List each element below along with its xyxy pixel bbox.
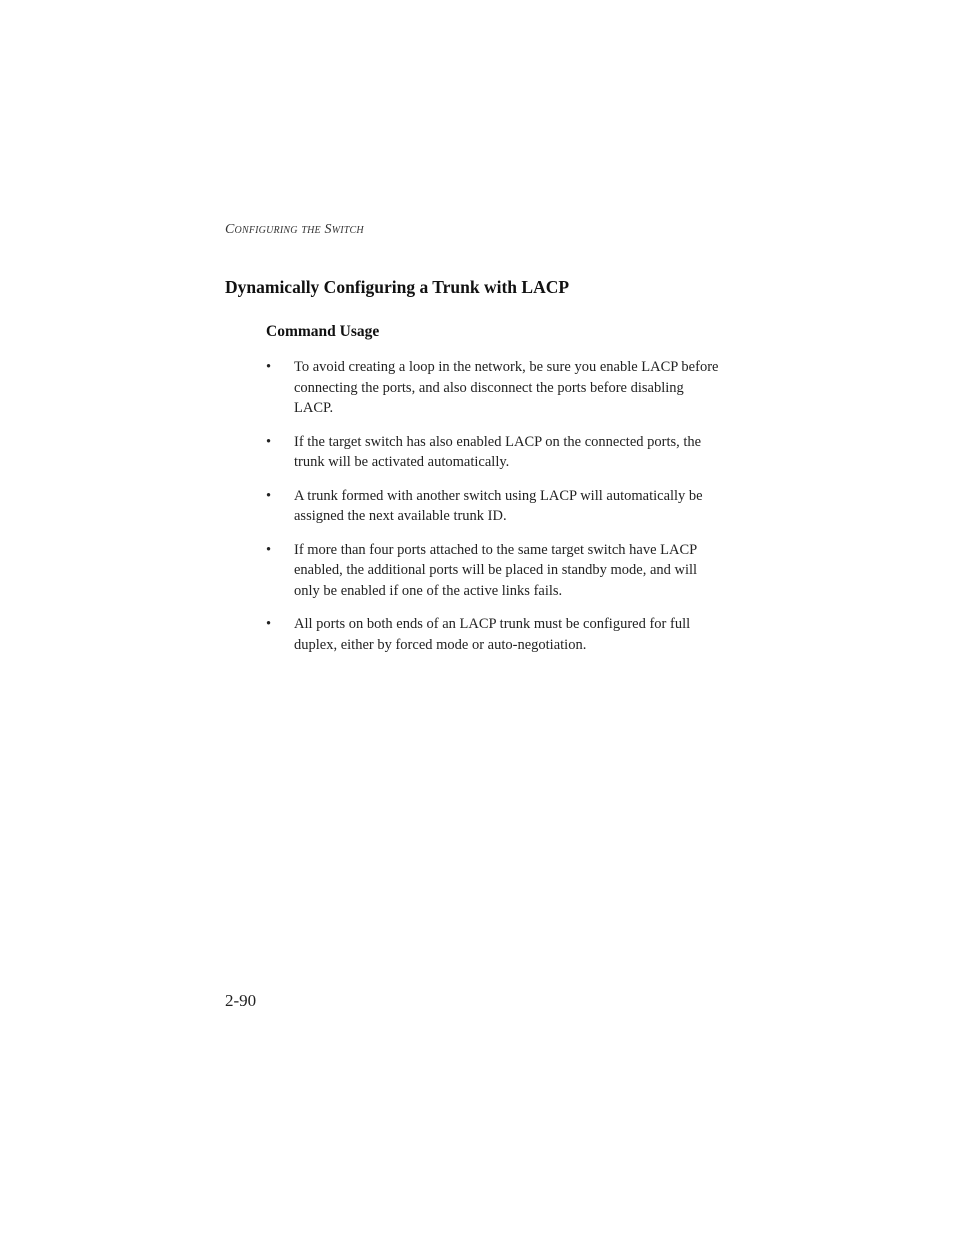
list-item-text: If the target switch has also enabled LACP on the connected ports, the trunk will be activated automatically. bbox=[294, 433, 702, 470]
section-title: Dynamically Configuring a Trunk with LACP bbox=[225, 277, 570, 297]
bullet-icon: • bbox=[266, 616, 272, 632]
bullet-icon: • bbox=[266, 433, 272, 450]
bullet-icon: • bbox=[266, 487, 272, 504]
command-usage-list bbox=[266, 357, 726, 668]
list-item-text: If more than four ports attached to the same target switch have LACP enabled, the additional ports will be placed in standby mode, and will only be enabled if one of the active links fails. bbox=[294, 541, 698, 599]
list-item bbox=[266, 614, 726, 655]
list-item bbox=[266, 357, 726, 419]
list-item-text: All ports on both ends of an LACP trunk must be configured for full duplex, either by forced mode or auto-negotiation. bbox=[294, 616, 691, 653]
running-header: Configuring the Switch bbox=[225, 222, 364, 237]
list-item-text: A trunk formed with another switch using LACP will automatically be assigned the next available trunk ID. bbox=[294, 487, 703, 524]
page-number: 2-90 bbox=[225, 991, 257, 1010]
command-usage-heading: Command Usage bbox=[266, 323, 380, 340]
list-item bbox=[266, 486, 726, 527]
list-item-text: To avoid creating a loop in the network, be sure you enable LACP before connecting the ports, and also disconnect the ports before disabling LACP. bbox=[294, 359, 719, 416]
list-item bbox=[266, 540, 726, 602]
bullet-icon: • bbox=[266, 359, 272, 375]
bullet-icon: • bbox=[266, 541, 272, 558]
list-item bbox=[266, 432, 726, 473]
